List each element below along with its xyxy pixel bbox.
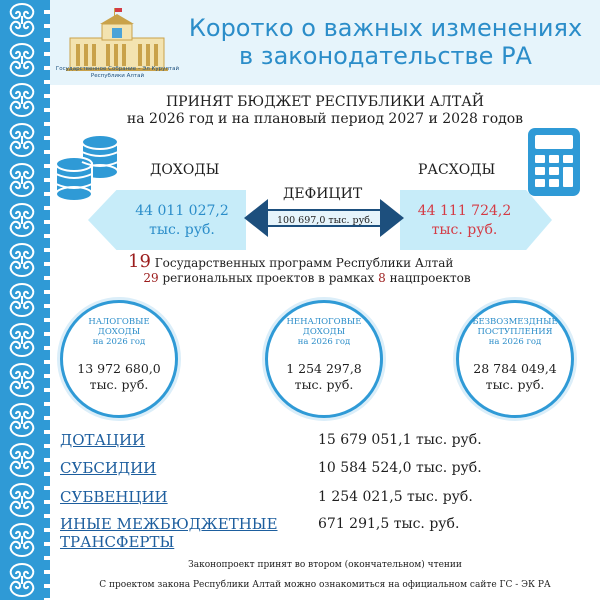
ornament-motif xyxy=(2,0,42,40)
expense-label: РАСХОДЫ xyxy=(418,162,496,178)
ornament-motif xyxy=(2,440,42,480)
calculator-icon xyxy=(526,126,582,198)
ornament-motif xyxy=(2,560,42,600)
ornament-motif xyxy=(2,520,42,560)
circle-unit: тыс. руб. xyxy=(89,377,149,392)
ornament-motif xyxy=(2,360,42,400)
title-line-1: Коротко о важных изменениях xyxy=(188,14,583,42)
circle-caption-year: на 2026 год xyxy=(92,337,146,347)
circle-caption-title: НЕНАЛОГОВЫЕ ДОХОДЫ xyxy=(286,317,362,337)
footer-note-website: С проектом закона Республики Алтай можно ознакомиться на официальном сайте ГС - ЭК РА xyxy=(99,580,551,590)
circle-value xyxy=(465,361,565,393)
programs-block xyxy=(110,251,540,286)
circle-caption-title: БЕЗВОЗМЕЗДНЫЕ ПОСТУПЛЕНИЯ xyxy=(472,317,558,337)
ornament-motif xyxy=(2,400,42,440)
income-unit: тыс. руб. xyxy=(149,222,215,238)
circle-amount: 1 254 297,8 xyxy=(286,361,362,376)
ornament-motif xyxy=(2,120,42,160)
page-title xyxy=(178,14,593,70)
projects-text: региональных проектов в рамках xyxy=(162,271,375,285)
transfer-link-other[interactable]: ИНЫЕ МЕЖБЮДЖЕТНЫЕ ТРАНСФЕРТЫ xyxy=(60,515,278,551)
circle-value xyxy=(69,361,169,393)
circle-caption-year: на 2026 год xyxy=(297,337,351,347)
transfer-link-subventions[interactable]: СУБВЕНЦИИ xyxy=(60,488,168,506)
ornament-motif xyxy=(2,240,42,280)
budget-title xyxy=(60,94,590,128)
gratuitous-receipts-circle xyxy=(456,300,574,418)
ornament-motif xyxy=(2,160,42,200)
budget-title-line-2: на 2026 год и на плановый период 2027 и 2028 годов xyxy=(126,111,524,127)
circle-caption-year: на 2026 год xyxy=(488,337,542,347)
budget-title-line-1: ПРИНЯТ БЮДЖЕТ РЕСПУБЛИКИ АЛТАЙ xyxy=(165,94,485,110)
circle-value xyxy=(274,361,374,393)
circle-caption xyxy=(467,317,563,347)
projects-count: 29 xyxy=(143,271,159,285)
ornament-motif xyxy=(2,280,42,320)
transfer-link-subsidies-equalization[interactable]: ДОТАЦИИ xyxy=(60,431,146,449)
income-label: ДОХОДЫ xyxy=(150,162,220,178)
circle-caption xyxy=(276,317,372,347)
programs-count: 19 xyxy=(128,251,151,272)
title-line-2: в законодательстве РА xyxy=(239,42,532,70)
national-projects-text: нацпроектов xyxy=(389,271,471,285)
transfer-link-subsidies[interactable]: СУБСИДИИ xyxy=(60,459,157,477)
programs-line-2 xyxy=(110,271,540,286)
ornament-border xyxy=(44,0,50,600)
circle-amount: 13 972 680,0 xyxy=(77,361,161,376)
income-value xyxy=(112,202,252,240)
footer-note-reading: Законопроект принят во втором (окончательном) чтении xyxy=(188,560,462,570)
circle-amount: 28 784 049,4 xyxy=(473,361,557,376)
ornament-motif xyxy=(2,320,42,360)
transfer-value: 671 291,5 тыс. руб. xyxy=(318,516,460,532)
expense-amount: 44 111 724,2 xyxy=(417,203,512,219)
ornament-motif xyxy=(2,200,42,240)
circle-unit: тыс. руб. xyxy=(294,377,354,392)
ornament-pattern xyxy=(0,0,44,600)
expense-unit: тыс. руб. xyxy=(431,222,498,238)
transfer-value: 1 254 021,5 тыс. руб. xyxy=(318,489,473,505)
transfer-value: 15 679 051,1 тыс. руб. xyxy=(318,432,482,448)
ornament-motif xyxy=(2,40,42,80)
ornament-motif xyxy=(2,480,42,520)
expense-value xyxy=(402,202,527,240)
circle-unit: тыс. руб. xyxy=(485,377,545,392)
nontax-income-circle xyxy=(265,300,383,418)
deficit-label: ДЕФИЦИТ xyxy=(283,186,363,202)
programs-text: Государственных программ Республики Алтай xyxy=(154,256,454,270)
national-projects-count: 8 xyxy=(378,271,386,285)
deficit-value: 100 697,0 тыс. руб. xyxy=(277,215,373,226)
income-amount: 44 011 027,2 xyxy=(135,203,229,219)
logo-caption: Государственное Собрание – Эл Курултай Республики Алтай xyxy=(55,66,180,79)
coin-stack-icon xyxy=(52,128,124,202)
tax-income-circle xyxy=(60,300,178,418)
programs-line-1 xyxy=(110,251,540,272)
circle-caption-title: НАЛОГОВЫЕ ДОХОДЫ xyxy=(88,317,150,337)
circle-caption xyxy=(71,317,167,347)
ornament-motif xyxy=(2,80,42,120)
transfer-value: 10 584 524,0 тыс. руб. xyxy=(318,460,482,476)
